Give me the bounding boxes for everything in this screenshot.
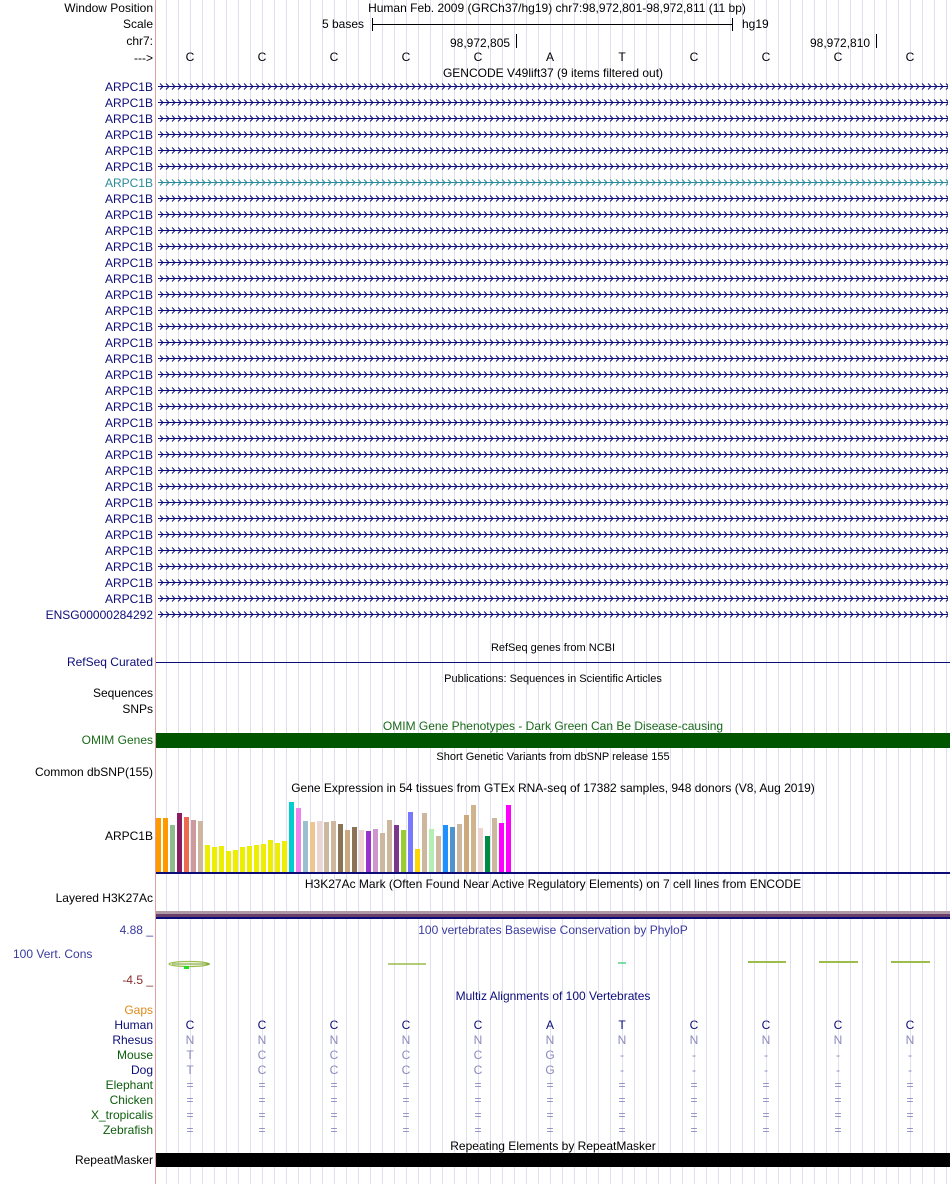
gtex-tissue-bar[interactable] [464, 815, 469, 872]
gtex-tissue-bar[interactable] [380, 833, 385, 872]
base-letter: C [185, 50, 195, 64]
multiz-base: = [330, 1093, 338, 1107]
gtex-tissue-bar[interactable] [457, 824, 462, 872]
cons-title: 100 vertebrates Basewise Conservation by PhyloP [418, 923, 688, 937]
multiz-species-label: Mouse [116, 1048, 153, 1062]
multiz-base: C [689, 1018, 699, 1032]
multiz-title: Multiz Alignments of 100 Vertebrates [455, 989, 651, 1003]
multiz-base: - [764, 1048, 768, 1062]
multiz-base: C [761, 1018, 771, 1032]
multiz-base: = [186, 1123, 194, 1137]
multiz-base: N [689, 1033, 699, 1047]
multiz-base: = [690, 1078, 698, 1092]
gencode-transcript-track[interactable] [158, 130, 948, 139]
gencode-transcript-label[interactable]: ARPC1B [104, 80, 153, 94]
publications-title: Publications: Sequences in Scientific Articles [444, 673, 662, 685]
strand-label: ---> [134, 51, 153, 65]
cons-graph[interactable] [156, 955, 950, 971]
base-letter: A [545, 50, 554, 64]
gencode-title: GENCODE V49lift37 (9 items filtered out) [442, 66, 664, 80]
gtex-tissue-bar[interactable] [289, 802, 294, 872]
multiz-base: C [401, 1048, 411, 1062]
multiz-base: C [185, 1018, 195, 1032]
position-tick-2 [876, 34, 877, 48]
multiz-base: C [473, 1048, 483, 1062]
gencode-transcript-track[interactable] [158, 450, 948, 459]
multiz-base: = [834, 1078, 842, 1092]
multiz-base: A [545, 1018, 554, 1032]
multiz-base: = [186, 1078, 194, 1092]
gencode-transcript-label[interactable]: ARPC1B [104, 512, 153, 526]
gencode-transcript-track[interactable] [158, 338, 948, 347]
multiz-base: - [836, 1063, 840, 1077]
gtex-tissue-bar[interactable] [219, 846, 224, 872]
gencode-transcript-track[interactable] [158, 514, 948, 523]
omim-bar[interactable] [156, 733, 950, 748]
multiz-base: = [258, 1108, 266, 1122]
gencode-transcript-track[interactable] [158, 402, 948, 411]
multiz-base: C [401, 1063, 411, 1077]
gtex-tissue-bar[interactable] [492, 818, 497, 872]
multiz-species-label: Human [114, 1018, 153, 1032]
gtex-tissue-bar[interactable] [478, 828, 483, 872]
multiz-base: = [474, 1078, 482, 1092]
multiz-base: = [618, 1108, 626, 1122]
gtex-tissue-bar[interactable] [163, 818, 168, 872]
gencode-transcript-label[interactable]: ARPC1B [104, 368, 153, 382]
gencode-transcript-track[interactable] [158, 114, 948, 123]
gencode-transcript-label[interactable]: ARPC1B [104, 384, 153, 398]
omim-label[interactable]: OMIM Genes [81, 733, 153, 747]
multiz-base: = [402, 1108, 410, 1122]
gencode-transcript-label[interactable]: ARPC1B [104, 336, 153, 350]
multiz-base: C [905, 1018, 915, 1032]
multiz-base: = [186, 1093, 194, 1107]
multiz-base: T [618, 1018, 626, 1032]
gtex-tissue-bar[interactable] [387, 820, 392, 872]
multiz-species-label: Chicken [109, 1093, 153, 1107]
base-letter: C [329, 50, 339, 64]
multiz-gaps-label: Gaps [124, 1003, 153, 1017]
multiz-base: C [257, 1018, 267, 1032]
multiz-base: G [545, 1048, 555, 1062]
gtex-tissue-bar[interactable] [443, 825, 448, 872]
gencode-transcript-label[interactable]: ARPC1B [104, 304, 153, 318]
multiz-base: = [474, 1093, 482, 1107]
gencode-transcript-label[interactable]: ARPC1B [104, 592, 153, 606]
gencode-transcript-track[interactable] [158, 578, 948, 587]
multiz-base: C [401, 1018, 411, 1032]
gtex-tissue-bar[interactable] [408, 812, 413, 872]
gtex-tissue-bar[interactable] [366, 831, 371, 872]
gtex-tissue-bar[interactable] [233, 850, 238, 872]
gencode-transcript-label[interactable]: ARPC1B [104, 416, 153, 430]
gtex-tissue-bar[interactable] [282, 841, 287, 872]
gtex-tissue-bar[interactable] [436, 836, 441, 872]
multiz-base: T [186, 1063, 194, 1077]
multiz-base: N [329, 1033, 339, 1047]
gencode-transcript-track[interactable] [158, 194, 948, 203]
multiz-base: C [833, 1018, 843, 1032]
base-letter: C [473, 50, 483, 64]
gtex-tissue-bar[interactable] [296, 808, 301, 872]
multiz-base: - [764, 1063, 768, 1077]
multiz-base: C [257, 1048, 267, 1062]
multiz-base: = [906, 1093, 914, 1107]
base-letter: C [689, 50, 699, 64]
gencode-transcript-label[interactable]: ARPC1B [104, 128, 153, 142]
multiz-base: = [690, 1123, 698, 1137]
multiz-base: C [329, 1048, 339, 1062]
gencode-transcript-label[interactable]: ARPC1B [104, 560, 153, 574]
position-tick-1 [516, 34, 517, 48]
gtex-tissue-bar[interactable] [394, 825, 399, 872]
multiz-base: = [402, 1093, 410, 1107]
multiz-base: = [834, 1093, 842, 1107]
gencode-transcript-track[interactable] [158, 594, 948, 603]
multiz-base: = [330, 1078, 338, 1092]
gencode-transcript-track[interactable] [158, 98, 948, 107]
scale-bar-left-tick [372, 18, 373, 31]
multiz-base: C [473, 1018, 483, 1032]
gencode-transcript-track[interactable] [158, 258, 948, 267]
gencode-transcript-track[interactable] [158, 306, 948, 315]
gtex-tissue-bar[interactable] [359, 830, 364, 872]
multiz-base: = [618, 1123, 626, 1137]
gtex-tissue-bar[interactable] [170, 825, 175, 872]
multiz-base: = [330, 1108, 338, 1122]
h3k27-label[interactable]: Layered H3K27Ac [55, 891, 153, 905]
multiz-base: = [402, 1078, 410, 1092]
omim-title: OMIM Gene Phenotypes - Dark Green Can Be Disease-causing [382, 719, 724, 733]
gencode-transcript-label[interactable]: ARPC1B [104, 576, 153, 590]
multiz-base: = [186, 1108, 194, 1122]
gtex-tissue-bar[interactable] [184, 817, 189, 872]
gtex-tissue-bar[interactable] [331, 821, 336, 872]
gtex-tissue-bar[interactable] [345, 830, 350, 872]
gtex-label[interactable]: ARPC1B [104, 829, 153, 843]
gtex-tissue-bar[interactable] [247, 846, 252, 872]
gencode-transcript-track[interactable] [158, 466, 948, 475]
gtex-tissue-bar[interactable] [324, 822, 329, 872]
multiz-base: N [905, 1033, 915, 1047]
gencode-transcript-label[interactable]: ARPC1B [104, 528, 153, 542]
gencode-transcript-label[interactable]: ARPC1B [104, 288, 153, 302]
gencode-transcript-track[interactable] [158, 290, 948, 299]
gencode-transcript-track[interactable] [158, 562, 948, 571]
multiz-base: - [908, 1063, 912, 1077]
repeatmasker-title: Repeating Elements by RepeatMasker [450, 1139, 656, 1153]
multiz-base: = [258, 1093, 266, 1107]
gtex-tissue-bar[interactable] [471, 805, 476, 872]
gtex-tissue-bar[interactable] [352, 827, 357, 872]
gencode-transcript-label[interactable]: ARPC1B [104, 240, 153, 254]
gencode-transcript-track[interactable] [158, 434, 948, 443]
multiz-base: C [329, 1063, 339, 1077]
multiz-base: N [473, 1033, 483, 1047]
multiz-base: N [617, 1033, 627, 1047]
refseq-line[interactable] [156, 662, 950, 663]
gencode-transcript-track[interactable] [158, 418, 948, 427]
repeatmasker-bar[interactable] [156, 1153, 950, 1167]
multiz-base: C [329, 1018, 339, 1032]
gtex-tissue-bar[interactable] [338, 824, 343, 872]
multiz-species-label: Rhesus [112, 1033, 153, 1047]
h3k27-title: H3K27Ac Mark (Often Found Near Active Regulatory Elements) on 7 cell lines from ENCODE [304, 877, 802, 891]
gencode-transcript-track[interactable] [158, 274, 948, 283]
gtex-baseline [156, 872, 950, 874]
label-divider [155, 0, 156, 1184]
multiz-base: = [906, 1108, 914, 1122]
window-position-value: Human Feb. 2009 (GRCh37/hg19) chr7:98,972,801-98,972,811 (11 bp) [368, 1, 746, 15]
gtex-tissue-bar[interactable] [373, 829, 378, 872]
gtex-tissue-bar[interactable] [177, 813, 182, 872]
gencode-transcript-label[interactable]: ARPC1B [104, 272, 153, 286]
gtex-tissue-bar[interactable] [275, 843, 280, 872]
gtex-tissue-bar[interactable] [261, 844, 266, 872]
gencode-transcript-label[interactable]: ARPC1B [104, 400, 153, 414]
gencode-transcript-label[interactable]: ARPC1B [104, 144, 153, 158]
multiz-base: - [836, 1048, 840, 1062]
multiz-base: = [762, 1108, 770, 1122]
multiz-base: = [618, 1078, 626, 1092]
base-letter: C [833, 50, 843, 64]
gtex-tissue-bar[interactable] [254, 845, 259, 872]
gencode-transcript-label[interactable]: ARPC1B [104, 432, 153, 446]
gtex-tissue-bar[interactable] [450, 827, 455, 872]
scale-bar [372, 24, 733, 25]
window-position-label: Window Position [64, 1, 153, 15]
multiz-base: = [546, 1108, 554, 1122]
multiz-base: = [546, 1123, 554, 1137]
repeatmasker-label[interactable]: RepeatMasker [74, 1153, 153, 1167]
gencode-transcript-label[interactable]: ARPC1B [104, 176, 153, 190]
multiz-base: N [545, 1033, 555, 1047]
gtex-tissue-bar[interactable] [198, 821, 203, 872]
multiz-base: C [473, 1063, 483, 1077]
gencode-transcript-track[interactable] [158, 242, 948, 251]
base-letter: C [257, 50, 267, 64]
scale-bar-right-tick [732, 18, 733, 31]
base-letter: C [761, 50, 771, 64]
cons-min: -4.5 _ [122, 973, 153, 987]
gencode-transcript-track[interactable] [158, 322, 948, 331]
multiz-base: N [401, 1033, 411, 1047]
multiz-base: = [402, 1123, 410, 1137]
gencode-transcript-label[interactable]: ARPC1B [104, 256, 153, 270]
cons-label[interactable]: 100 Vert. Cons [13, 947, 93, 961]
gencode-transcript-label[interactable]: ARPC1B [104, 464, 153, 478]
multiz-base: N [833, 1033, 843, 1047]
gtex-tissue-bar[interactable] [156, 818, 161, 872]
multiz-base: = [906, 1123, 914, 1137]
multiz-base: G [545, 1063, 555, 1077]
gencode-transcript-track[interactable] [158, 226, 948, 235]
multiz-base: C [257, 1063, 267, 1077]
gencode-transcript-label[interactable]: ARPC1B [104, 192, 153, 206]
gencode-transcript-track[interactable] [158, 354, 948, 363]
gencode-transcript-label[interactable]: ARPC1B [104, 496, 153, 510]
gencode-transcript-track[interactable] [158, 482, 948, 491]
multiz-species-label: Dog [130, 1063, 153, 1077]
gencode-transcript-label[interactable]: ARPC1B [104, 448, 153, 462]
multiz-base: - [692, 1048, 696, 1062]
gtex-tissue-bar[interactable] [401, 830, 406, 872]
gtex-tissue-bar[interactable] [422, 813, 427, 872]
gtex-tissue-bar[interactable] [429, 829, 434, 872]
gtex-tissue-bar[interactable] [506, 805, 511, 872]
multiz-base: = [258, 1123, 266, 1137]
gencode-transcript-track[interactable] [158, 82, 948, 91]
base-letter: T [618, 50, 626, 64]
multiz-species-label: Elephant [105, 1078, 153, 1092]
gtex-tissue-bar[interactable] [303, 821, 308, 872]
gencode-transcript-track[interactable] [158, 386, 948, 395]
gencode-transcript-track[interactable] [158, 162, 948, 171]
gencode-transcript-label[interactable]: ARPC1B [104, 224, 153, 238]
scale-label: Scale [122, 17, 153, 31]
multiz-base: = [474, 1123, 482, 1137]
gtex-tissue-bar[interactable] [415, 849, 420, 872]
multiz-base: N [185, 1033, 195, 1047]
multiz-species-label: Zebrafish [102, 1123, 153, 1137]
gencode-transcript-label[interactable]: ARPC1B [104, 544, 153, 558]
gtex-tissue-bar[interactable] [226, 851, 231, 872]
gencode-transcript-track[interactable] [158, 610, 948, 619]
gtex-tissue-bar[interactable] [499, 823, 504, 872]
multiz-base: = [546, 1078, 554, 1092]
scale-text: 5 bases [322, 17, 365, 31]
h3k27-baseline [156, 917, 950, 919]
gencode-transcript-label[interactable]: ARPC1B [104, 208, 153, 222]
multiz-base: = [618, 1093, 626, 1107]
gtex-tissue-bar[interactable] [205, 845, 210, 872]
gencode-transcript-track[interactable] [158, 546, 948, 555]
gencode-transcript-label[interactable]: ARPC1B [104, 320, 153, 334]
multiz-base: = [834, 1108, 842, 1122]
gtex-title: Gene Expression in 54 tissues from GTEx RNA-seq of 17382 samples, 948 donors (V8, Aug 2019) [291, 781, 815, 795]
gencode-transcript-label[interactable]: ARPC1B [104, 160, 153, 174]
gencode-transcript-track[interactable] [158, 210, 948, 219]
gencode-transcript-track[interactable] [158, 178, 948, 187]
gtex-tissue-bar[interactable] [191, 820, 196, 872]
position-label-2: 98,972,810 [810, 36, 871, 50]
publications-label-snps: SNPs [122, 702, 153, 716]
multiz-base: = [762, 1093, 770, 1107]
gencode-transcript-track[interactable] [158, 370, 948, 379]
multiz-base: - [620, 1063, 624, 1077]
multiz-base: N [761, 1033, 771, 1047]
scale-assembly: hg19 [742, 17, 769, 31]
multiz-base: = [258, 1078, 266, 1092]
multiz-base: = [762, 1078, 770, 1092]
gtex-tissue-bar[interactable] [485, 836, 490, 872]
multiz-base: = [330, 1123, 338, 1137]
dbsnp-title: Short Genetic Variants from dbSNP release 155 [436, 751, 670, 763]
chrom-label: chr7: [126, 34, 153, 48]
gtex-tissue-bar[interactable] [268, 840, 273, 872]
gtex-tissue-bar[interactable] [317, 821, 322, 872]
multiz-base: - [692, 1063, 696, 1077]
base-letter: C [401, 50, 411, 64]
position-label-1: 98,972,805 [450, 36, 511, 50]
multiz-base: T [186, 1048, 194, 1062]
base-letter: C [905, 50, 915, 64]
gencode-transcript-label[interactable]: ARPC1B [104, 352, 153, 366]
gtex-tissue-bar[interactable] [240, 847, 245, 872]
multiz-base: - [620, 1048, 624, 1062]
multiz-species-label: X_tropicalis [90, 1108, 153, 1122]
gencode-transcript-track[interactable] [158, 146, 948, 155]
multiz-base: = [546, 1093, 554, 1107]
gencode-transcript-label[interactable]: ARPC1B [104, 480, 153, 494]
dbsnp-label: Common dbSNP(155) [34, 765, 153, 779]
multiz-base: = [474, 1108, 482, 1122]
multiz-base: = [906, 1078, 914, 1092]
multiz-base: = [690, 1108, 698, 1122]
gtex-tissue-bar[interactable] [212, 847, 217, 872]
multiz-base: = [762, 1123, 770, 1137]
multiz-base: N [257, 1033, 267, 1047]
publications-label-sequences: Sequences [92, 686, 153, 700]
cons-max: 4.88 _ [119, 923, 153, 937]
gencode-transcript-track[interactable] [158, 498, 948, 507]
gencode-transcript-track[interactable] [158, 530, 948, 539]
gencode-transcript-label[interactable]: ARPC1B [104, 112, 153, 126]
gtex-chart[interactable] [156, 796, 950, 872]
gencode-transcript-label[interactable]: ARPC1B [104, 96, 153, 110]
multiz-base: - [908, 1048, 912, 1062]
multiz-base: = [690, 1093, 698, 1107]
gtex-tissue-bar[interactable] [310, 822, 315, 872]
gencode-transcript-label[interactable]: ENSG00000284292 [45, 608, 153, 622]
refseq-label[interactable]: RefSeq Curated [66, 655, 153, 669]
refseq-title: RefSeq genes from NCBI [490, 642, 616, 654]
multiz-base: = [834, 1123, 842, 1137]
